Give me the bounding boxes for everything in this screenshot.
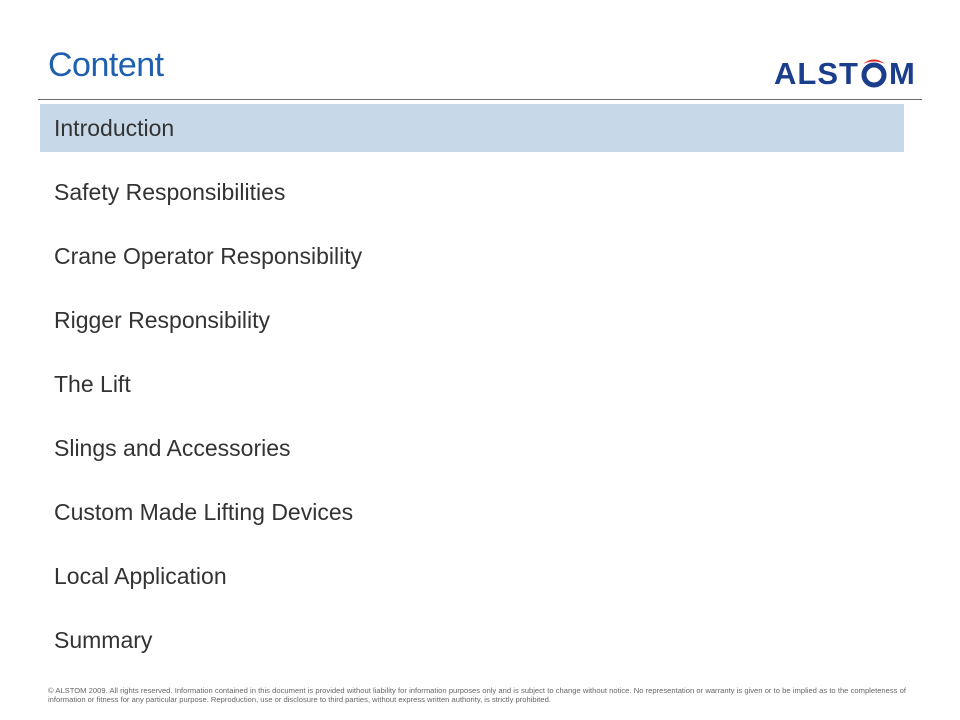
content-menu — [40, 104, 904, 680]
menu-item-custom-made-lifting-devices[interactable]: Custom Made Lifting Devices — [54, 498, 354, 525]
logo-o-icon — [861, 56, 887, 90]
menu-item-local-application[interactable]: Local Application — [54, 562, 227, 589]
menu-item-summary[interactable]: Summary — [54, 626, 153, 653]
logo-text-right: M — [888, 55, 916, 91]
menu-item-the-lift[interactable]: The Lift — [54, 370, 131, 397]
alstom-logo — [774, 56, 916, 90]
slide-title: Content — [48, 46, 164, 84]
menu-item-rigger-responsibility[interactable]: Rigger Responsibility — [54, 306, 271, 333]
title-divider — [38, 99, 922, 100]
menu-item-slings-and-accessories[interactable]: Slings and Accessories — [54, 434, 291, 461]
copyright-footer: © ALSTOM 2009. All rights reserved. Information contained in this document is provided without liability for information purposes only and is subject to change without notice. No representation or warranty is given or to be implied as to the completeness of information or fitness for any particular purpose. Reproduction, use or disclosure to third parties, without express written authority, is strictly prohibited. — [48, 686, 906, 704]
logo-wordmark — [774, 56, 916, 90]
menu-item-crane-operator-responsibility[interactable]: Crane Operator Responsibility — [54, 242, 363, 269]
logo-text-left: ALST — [774, 55, 859, 91]
menu-item-introduction[interactable]: Introduction — [40, 104, 904, 152]
menu-item-safety-responsibilities[interactable]: Safety Responsibilities — [54, 178, 286, 205]
